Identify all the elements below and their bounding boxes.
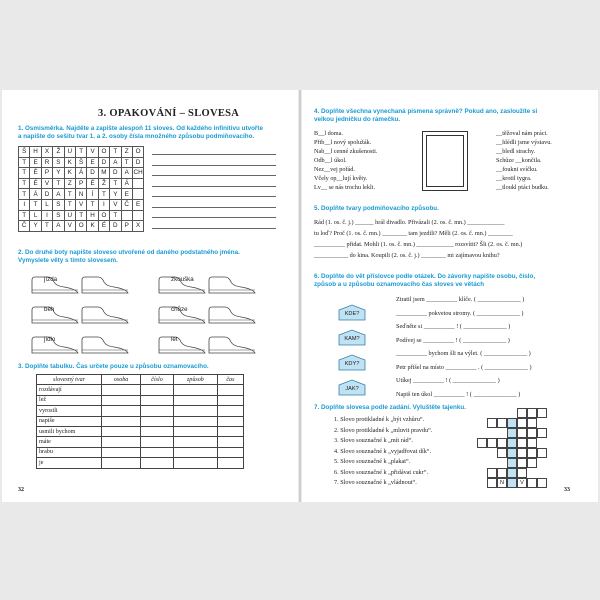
grid-cell: T xyxy=(19,168,30,179)
table-cell: máte xyxy=(37,437,102,447)
shoe-label: jídlo xyxy=(44,336,56,343)
shoe xyxy=(207,304,257,326)
grid-cell: T xyxy=(19,210,30,221)
sentence: __foukni svíčku. xyxy=(496,166,538,173)
grid-cell: A xyxy=(110,157,121,168)
grid-cell: A xyxy=(53,189,64,200)
sentence: Nez__vej pořád. xyxy=(314,166,355,173)
sentence: Seďněte si __________ ! ( ______________ ) xyxy=(396,323,511,330)
grid-cell: T xyxy=(19,189,30,200)
crossword-cell xyxy=(507,478,517,488)
sentence: Napiš ten úkol __________ ! ( ______________ ) xyxy=(396,390,521,398)
answer-line xyxy=(152,165,276,166)
table-row xyxy=(37,447,244,457)
grid-cell: A xyxy=(53,221,64,232)
grid-row xyxy=(19,178,144,189)
grid-cell: V xyxy=(75,199,86,210)
grid-cell: K xyxy=(64,157,75,168)
grid-cell: Š xyxy=(75,157,86,168)
sentence: Schůze __končila. xyxy=(496,157,542,164)
sentence: Odb__l úkol. xyxy=(314,157,347,164)
grid-cell: Y xyxy=(30,221,41,232)
grid-cell: T xyxy=(19,178,30,189)
crossword-cell xyxy=(517,438,527,448)
page-title: 3. OPAKOVÁNÍ – SLOVESA xyxy=(98,108,240,119)
task4-instruction xyxy=(314,108,537,123)
table-cell-empty xyxy=(217,395,243,405)
grid-cell: T xyxy=(98,189,109,200)
shoe-label: chůze xyxy=(171,306,188,313)
answer-line xyxy=(152,186,276,187)
crossword-cell xyxy=(497,448,507,458)
task6-instruction xyxy=(314,273,535,288)
page-gutter xyxy=(299,90,301,502)
table-cell-empty xyxy=(174,426,218,436)
grid-cell: V xyxy=(110,199,121,210)
shoe xyxy=(157,304,207,326)
grid-cell: D xyxy=(87,168,98,179)
crossword-cell xyxy=(507,458,517,468)
crossword-cell xyxy=(517,458,527,468)
grid-cell: Y xyxy=(110,189,121,200)
table-row xyxy=(37,437,244,447)
grid-row xyxy=(19,147,144,158)
grid-cell: T xyxy=(110,178,121,189)
right-page xyxy=(302,90,598,502)
table-header-row xyxy=(37,375,244,385)
grid-row xyxy=(19,221,144,232)
shoe xyxy=(30,334,80,356)
crossword-cell xyxy=(497,468,507,478)
table-row xyxy=(37,426,244,436)
crossword-cell: N xyxy=(497,478,507,488)
grid-cell: É xyxy=(30,178,41,189)
crossword-cell xyxy=(537,448,547,458)
crossword-cell xyxy=(537,478,547,488)
sentence: __hlédli jsme výstavu. xyxy=(496,139,552,146)
table-cell-empty xyxy=(217,437,243,447)
grid-cell: O xyxy=(98,147,109,158)
grid-cell: D xyxy=(110,221,121,232)
grid-cell: Č xyxy=(121,199,132,210)
grid-cell: H xyxy=(87,210,98,221)
crossword-cell xyxy=(507,428,517,438)
sentence: __těžoval nám práci. xyxy=(496,130,548,137)
table-cell-empty xyxy=(174,458,218,468)
sentence: Nab__l cenné zkušenosti. xyxy=(314,148,378,155)
table-header: osoba xyxy=(102,375,141,385)
sentence: __krotil tygra. xyxy=(496,175,532,182)
sentence: __bledl strachy. xyxy=(496,148,536,155)
table-row xyxy=(37,416,244,426)
table-cell-empty xyxy=(102,458,141,468)
shoe-label: běh xyxy=(44,306,55,313)
crossword-cell xyxy=(507,468,517,478)
left-page xyxy=(2,90,298,502)
question-house xyxy=(338,304,366,321)
grid-cell: I xyxy=(41,210,52,221)
table-cell-empty xyxy=(102,406,141,416)
table-cell-empty xyxy=(102,447,141,457)
table-cell-empty xyxy=(174,395,218,405)
grid-cell: I xyxy=(98,199,109,210)
grid-cell: É xyxy=(98,221,109,232)
grid-cell: D xyxy=(98,157,109,168)
table-cell-empty xyxy=(217,458,243,468)
grid-cell: A xyxy=(121,168,132,179)
table-row xyxy=(37,406,244,416)
grid-cell: E xyxy=(30,157,41,168)
grid-cell: Á xyxy=(121,178,132,189)
grid-cell: O xyxy=(98,210,109,221)
table-cell-empty xyxy=(102,416,141,426)
table-cell: hrabu xyxy=(37,447,102,457)
question-house xyxy=(338,379,366,396)
clue: 7. Slovo souznačné k „vládnout“. xyxy=(334,479,417,486)
grid-cell: N xyxy=(75,189,86,200)
grid-row xyxy=(19,189,144,200)
grid-row xyxy=(19,210,144,221)
task5-instruction: 5. Doplňte tvary podmiňovacího způsobu. xyxy=(314,205,439,212)
grid-cell: L xyxy=(30,210,41,221)
grid-cell: Á xyxy=(30,189,41,200)
task1-instruction xyxy=(18,125,263,140)
crossword-cell xyxy=(487,478,497,488)
shoe xyxy=(30,304,80,326)
table-cell-empty xyxy=(141,395,174,405)
grid-cell: Y xyxy=(53,168,64,179)
grid-cell: É xyxy=(30,168,41,179)
grid-cell: V xyxy=(41,178,52,189)
page-number: 32 xyxy=(18,487,24,493)
table-header: slovesný tvar xyxy=(37,375,102,385)
shoe xyxy=(207,334,257,356)
table-cell-empty xyxy=(141,437,174,447)
sentence: __tloukl ptáci budku. xyxy=(496,184,549,191)
crossword-cell xyxy=(537,408,547,418)
house-label: JAK? xyxy=(345,386,359,392)
crossword-cell xyxy=(527,428,537,438)
task6-line: 6. Doplňte do vět příslovce podle otázek. Do závorky napište osobu, číslo, xyxy=(314,273,536,280)
grid-cell: É xyxy=(87,178,98,189)
grid-cell: Č xyxy=(19,221,30,232)
grid-cell: Á xyxy=(75,168,86,179)
crossword-cell xyxy=(507,448,517,458)
crossword-cell xyxy=(527,448,537,458)
grade-frame-inner xyxy=(426,135,464,187)
grid-cell: E xyxy=(87,157,98,168)
table-cell-empty xyxy=(174,416,218,426)
table-cell: usmili bychom xyxy=(37,426,102,436)
task4-line: 4. Doplňte všechna vynechaná písmena správně? Pokud ano, zasloužíte si xyxy=(314,108,538,115)
page-number: 33 xyxy=(564,487,570,493)
crossword-cell xyxy=(517,408,527,418)
crossword-cell: V xyxy=(517,478,527,488)
clue: 2. Slovo protikladné k „mluvit pravdu“. xyxy=(334,426,433,434)
grid-cell: D xyxy=(110,168,121,179)
clue: 5. Slovo souznačné k „plakat“. xyxy=(334,458,411,465)
grid-cell: T xyxy=(41,221,52,232)
table-header: čas xyxy=(217,375,243,385)
crossword-cell xyxy=(487,468,497,478)
table-cell: vyrostli xyxy=(37,406,102,416)
table-cell: je xyxy=(37,458,102,468)
table-cell-empty xyxy=(102,437,141,447)
table-cell-empty xyxy=(174,406,218,416)
table-cell: napiše xyxy=(37,416,102,426)
grid-cell: T xyxy=(121,157,132,168)
grid-cell: T xyxy=(110,147,121,158)
table-cell-empty xyxy=(217,385,243,395)
grid-cell: M xyxy=(98,168,109,179)
sentence: Petr přišel na místo __________ . ( ______________ ) xyxy=(396,363,532,371)
grid-row xyxy=(19,157,144,168)
question-house xyxy=(338,329,366,346)
grid-cell: Z xyxy=(64,178,75,189)
crossword-cell xyxy=(517,448,527,458)
table-row xyxy=(37,395,244,405)
table-cell-empty xyxy=(141,458,174,468)
house-label: KDY? xyxy=(344,361,360,367)
grid-cell: T xyxy=(30,199,41,210)
grid-cell: K xyxy=(64,168,75,179)
grid-cell: Í xyxy=(87,189,98,200)
sentence: Včely op__lují květy. xyxy=(314,175,368,182)
grid-cell: S xyxy=(53,210,64,221)
grid-cell xyxy=(132,189,143,200)
task2-line: 2. Do druhé boty napište sloveso utvořené od daného podstatného jména. xyxy=(18,249,240,256)
task3-instruction: 3. Doplňte tabulku. Čas určete pouze u způsobu oznamovacího. xyxy=(18,363,209,370)
grid-cell: O xyxy=(132,147,143,158)
grid-cell: T xyxy=(75,210,86,221)
crossword-cell xyxy=(527,408,537,418)
grade-frame xyxy=(422,131,468,191)
grid-cell: L xyxy=(41,199,52,210)
shoe xyxy=(80,304,130,326)
grid-cell: S xyxy=(53,199,64,210)
grid-cell xyxy=(121,210,132,221)
task4-line: velkou jedničku do rámečku. xyxy=(314,115,401,123)
grid-cell: E xyxy=(132,199,143,210)
crossword-cell xyxy=(527,418,537,428)
task1-line: a napište do sešitu tvar 1. a 2. osoby čísla množného způsobu podmiňovacího. xyxy=(18,132,255,140)
table-cell-empty xyxy=(141,447,174,457)
grid-cell: R xyxy=(41,157,52,168)
sentence: B__l doma. xyxy=(314,130,343,137)
sentence: tu loď? Proč (1. os. č. mn.) ________ tam jezdili? Měli (2. os. č. mn.) ________ xyxy=(314,230,513,237)
shoe xyxy=(30,274,80,296)
table-cell-empty xyxy=(141,385,174,395)
table-cell-empty xyxy=(141,416,174,426)
table-cell-empty xyxy=(102,426,141,436)
sentence: Utíkej __________ ! ( ______________ ) xyxy=(396,377,500,384)
crossword-cell xyxy=(517,468,527,478)
grid-cell: T xyxy=(64,199,75,210)
table-cell-empty xyxy=(141,406,174,416)
grid-cell: Ž xyxy=(98,178,109,189)
table-cell-empty xyxy=(174,447,218,457)
grid-cell: Z xyxy=(121,147,132,158)
grid-cell: T xyxy=(87,199,98,210)
sentence: Rád (1. os. č. j.) ______ hrál divadlo. Přivázali (2. os. č. mn.) ____________ xyxy=(314,219,505,226)
question-house xyxy=(338,354,366,371)
grid-cell: T xyxy=(53,178,64,189)
grid-cell: D xyxy=(132,157,143,168)
grid-cell: X xyxy=(41,147,52,158)
task7-instruction: 7. Doplňte slovesa podle zadání. Vyluštěte tajenku. xyxy=(314,404,466,411)
sentence: Ztratil jsem __________ klíče. ( ______________ ) xyxy=(396,296,525,303)
grid-cell: O xyxy=(75,221,86,232)
grid-cell: E xyxy=(121,189,132,200)
verb-table xyxy=(36,374,244,469)
house-label: KAM? xyxy=(344,336,360,342)
table-cell: rozdávají xyxy=(37,385,102,395)
shoe xyxy=(157,334,207,356)
crossword-cell xyxy=(507,418,517,428)
crossword-cell xyxy=(487,418,497,428)
crossword-cell xyxy=(517,418,527,428)
crossword-cell xyxy=(527,478,537,488)
grid-cell: V xyxy=(64,221,75,232)
grid-cell: P xyxy=(41,168,52,179)
word-search-grid xyxy=(18,146,144,232)
answer-line xyxy=(152,217,276,218)
table-cell-empty xyxy=(174,437,218,447)
answer-line xyxy=(152,196,276,197)
grid-cell: T xyxy=(64,189,75,200)
grid-cell: D xyxy=(41,189,52,200)
crossword-cell xyxy=(527,438,537,448)
sentence: Lv__ se nás trochu lekli. xyxy=(314,184,376,191)
grid-cell: I xyxy=(19,199,30,210)
grid-cell xyxy=(132,178,143,189)
grid-row xyxy=(19,199,144,210)
table-cell-empty xyxy=(141,426,174,436)
table-cell-empty xyxy=(217,416,243,426)
clue: 6. Slovo souznačné k „přidávat cukr“. xyxy=(334,468,428,476)
answer-line xyxy=(152,175,276,176)
grid-cell: T xyxy=(75,147,86,158)
grid-cell: H xyxy=(30,147,41,158)
sentence: __________ přidat. Mohli (1. os. č. mn.) ____________ rozsvítit? Šli (2. os. č. mn.) xyxy=(314,241,523,248)
crossword-cell xyxy=(507,438,517,448)
crossword-cell xyxy=(527,458,537,468)
shoe xyxy=(207,274,257,296)
table-cell-empty xyxy=(174,385,218,395)
task1-line: 1. Osmisměrka. Najděte a zapište alespoň 11 sloves. Od každého infinitivu utvořte xyxy=(18,125,263,132)
sentence: ___________ do kina. Koupili (2. os. č. j.) ________ mi zajímavou knihu? xyxy=(314,252,500,259)
shoe-label: zkouška xyxy=(171,276,194,283)
grid-cell: Ž xyxy=(53,147,64,158)
shoe xyxy=(80,274,130,296)
table-cell-empty xyxy=(102,385,141,395)
grid-cell: P xyxy=(121,221,132,232)
grid-cell: Š xyxy=(19,147,30,158)
grid-cell: CH xyxy=(133,169,143,177)
clue: 1. Slovo protikladné k „být vzhůru“. xyxy=(334,416,425,423)
table-header: způsob xyxy=(174,375,218,385)
table-cell: lež xyxy=(37,395,102,405)
grid-cell: T xyxy=(110,210,121,221)
task6-line: způsob a u způsobu oznamovacího čas sloves ve větách xyxy=(314,280,485,288)
table-row xyxy=(37,458,244,468)
task2-line: Vymyslete věty s tímto slovesem. xyxy=(18,256,118,264)
grid-cell: V xyxy=(87,147,98,158)
grid-row xyxy=(19,168,144,179)
sentence: __________ pokvetou stromy. ( ______________ ) xyxy=(396,309,524,317)
grid-cell: T xyxy=(19,157,30,168)
house-label: KDE? xyxy=(344,311,360,317)
task2-instruction xyxy=(18,249,240,264)
grid-cell: X xyxy=(132,221,143,232)
shoe-label: jízda xyxy=(44,276,58,283)
grid-cell: S xyxy=(53,157,64,168)
grid-cell xyxy=(132,210,143,221)
table-row xyxy=(37,385,244,395)
crossword-cell xyxy=(517,428,527,438)
grid-cell: U xyxy=(64,210,75,221)
clue: 3. Slovo souznačné k „mít rád“. xyxy=(334,437,413,444)
table-cell-empty xyxy=(217,447,243,457)
sentence: Přib__l nový spolužák. xyxy=(314,139,372,146)
grid-cell: U xyxy=(64,147,75,158)
table-cell-empty xyxy=(102,395,141,405)
crossword-cell xyxy=(477,438,487,448)
crossword-cell xyxy=(537,428,547,438)
clue: 4. Slovo souznačné k „vyjadřovat dík“. xyxy=(334,447,432,455)
grid-cell: P xyxy=(75,178,86,189)
shoe xyxy=(157,274,207,296)
answer-line xyxy=(152,207,276,208)
crossword-cell xyxy=(497,438,507,448)
sentence: __________ bychom šli na výlet. ( ______________ ) xyxy=(396,350,531,357)
grid-cell: K xyxy=(87,221,98,232)
shoe-label: let xyxy=(171,336,178,343)
table-cell-empty xyxy=(217,406,243,416)
table-header: číslo xyxy=(141,375,174,385)
crossword-cell xyxy=(497,418,507,428)
sentence: Podívej se __________ ! ( ______________ ) xyxy=(396,336,510,344)
table-cell-empty xyxy=(217,426,243,436)
answer-line xyxy=(152,228,276,229)
shoe xyxy=(80,334,130,356)
answer-line xyxy=(152,154,276,155)
crossword-cell xyxy=(487,438,497,448)
